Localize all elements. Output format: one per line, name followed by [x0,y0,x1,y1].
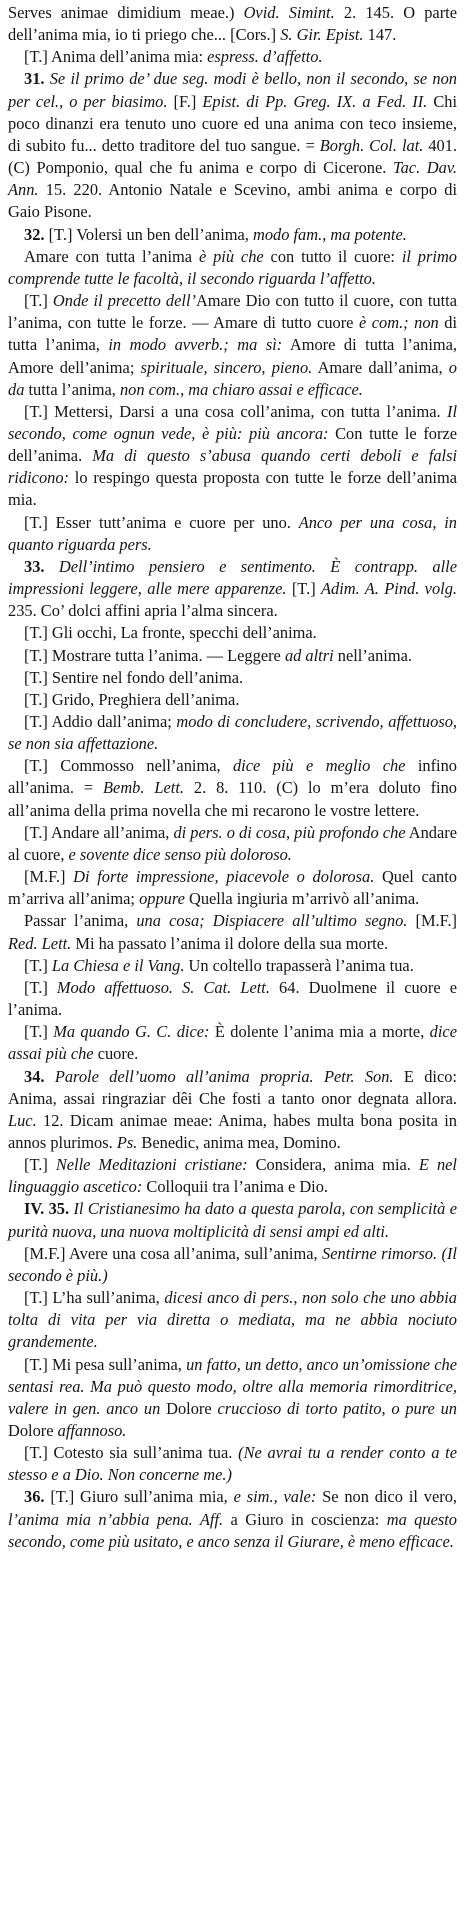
sense-number: IV. 35. [24,1199,70,1219]
text-run: [T.] [24,1155,56,1175]
text-run: [T.] Volersi un ben dell’anima, [44,224,253,244]
italic-text: S. Gir. Epist. [280,25,364,45]
italic-text: in modo avverb.; ma sì: [108,335,283,355]
text-run: [T.] Grido, Preghiera dell’anima. [24,689,240,709]
text-run: Con tutte le forze dell’anima. [8,423,457,466]
text-run: Passar l’anima, [24,911,137,931]
text-run: Quel canto m’arriva all’anima; [8,867,457,909]
text-run: 401. (C) Pomponio, qual che fu anima e corpo di Cicerone. [8,135,458,178]
italic-text: Adim. A. Pind. volg. [321,579,457,599]
text-run: Serves animae dimidium meae.) [8,3,244,22]
entry-paragraph [8,1354,457,1443]
italic-text: modo di concludere, scrivendo, affettuoso, se non sia affettazione. [8,712,457,754]
italic-text: ad altri [284,645,334,665]
entry-paragraph [8,46,457,68]
italic-text: Ps. [116,1132,138,1152]
text-run: Dolore [8,1421,58,1440]
text-run: [T.] Mi pesa sull’anima, [24,1354,187,1374]
italic-text: il primo comprende tutte le facoltà, il secondo riguarda l’affetto. [8,246,457,288]
text-run: a Giuro in coscienza: [223,1509,387,1529]
text-run: con tutto il cuore: [263,246,402,266]
italic-text: Parole dell’uomo all’anima propria. Petr. Son. [44,1066,394,1086]
text-run: Dolore [160,1398,218,1418]
italic-text: Nelle Meditazioni cristiane: [55,1155,248,1175]
italic-text: Se il primo de’ due seg. modi è bello, non il secondo, se non per cel., o per biasimo. [8,69,457,111]
italic-text: l’anima mia n’abbia pena. Aff. [8,1509,224,1529]
text-run: 147. [363,25,397,45]
text-run: cuore. [93,1044,139,1064]
italic-text: Epist. di Pp. Greg. IX. a Fed. II. [202,91,428,111]
text-run: [M.F.] [24,867,74,887]
entry-paragraph [8,866,457,910]
italic-text: di pers. o di cosa, più profondo che [173,822,406,842]
italic-text: Anco per una cosa, in quanto riguarda pers. [8,512,457,554]
italic-text: E nel linguaggio ascetico: [8,1155,457,1197]
sense-number: 31. [24,69,45,89]
italic-text: affannoso. [57,1421,127,1440]
italic-text: e sovente dice senso più doloroso. [68,844,292,864]
italic-text: spirituale, sincero, pieno. [140,357,313,377]
entry-paragraph [8,622,457,644]
entry-paragraph [8,1198,457,1242]
text-run: [T.] Sentire nel fondo dell’anima. [24,667,244,687]
italic-text: dice più e meglio che [232,756,406,776]
italic-text: Ma di questo s’abusa quando certi deboli e falsi ridicono: [8,446,457,488]
italic-text: o da [8,357,457,399]
text-run: [F.] [167,91,203,111]
text-run: Quella ingiuria m’arrivò all’anima. [184,889,420,909]
text-run: Chi poco dinanzi era tenuto uno cuore ed una anima con teco insieme, di subito fu... detto traditore del tuo sangue. = [8,91,458,155]
text-run: infino all’anima. = [8,756,458,798]
entry-paragraph [8,955,457,977]
entry-paragraph [8,1066,457,1155]
text-run: [T.] [24,291,53,311]
italic-text: Modo affettuoso. S. Cat. Lett. [56,977,270,997]
italic-text: Dell’intimo pensiero e sentimento. È contrapp. alle impressioni leggere, alle mere apparenze. [8,556,457,599]
text-run: Considera, anima mia. [247,1155,419,1175]
italic-text: Bemb. Lett. [103,778,184,798]
entry-paragraph [8,645,457,667]
italic-text: Sentirne rimorso. (Il secondo è più.) [8,1243,457,1285]
italic-text: modo fam., ma potente. [252,224,407,244]
text-run: nell’anima. [333,645,412,665]
text-run: 12. Dicam animae meae: Anima, habes multa bona posita in annos plurimos. [8,1110,457,1152]
italic-text: Onde il precetto dell’ [52,291,196,311]
text-run: Se non dico il vero, [316,1487,457,1507]
italic-text: Red. Lett. [8,933,72,953]
italic-text: cruccioso di torto patito, o pure un [217,1398,457,1418]
text-run: [T.] Gli occhi, La fronte, specchi dell’anima. [24,623,317,643]
entry-paragraph [8,1442,457,1486]
text-run: E dico: Anima, assai ringraziar dêi Che fosti a tanto onor degnata allora. [8,1066,457,1108]
entry-paragraph [8,711,457,755]
entry-paragraph [8,246,457,290]
italic-text: Tac. Dav. Ann. [8,158,457,200]
entry-paragraph [8,1486,457,1552]
text-run: Amare con tutta l’anima [24,246,199,266]
entry-paragraph [8,977,457,1021]
italic-text: Ma quando G. C. dice: [53,1022,210,1042]
text-run: [T.] [24,1022,54,1042]
italic-text: non com., ma chiaro assai e efficace. [119,379,363,399]
text-run: [T.] Mostrare tutta l’anima. — Leggere [24,645,285,665]
italic-text: La Chiesa e il Vang. [51,955,185,975]
text-run: [T.] Esser tutt’anima e cuore per uno. [24,512,299,532]
italic-text: un fatto, un detto, anco un’omissione che sentasi rea. Ma può questo modo, oltre alla memoria rimorditrice, valere in gen. anco un [8,1354,457,1418]
text-run: [T.] L’ha sull’anima, [24,1288,165,1308]
entry-paragraph [8,689,457,711]
text-run: Andare al cuore, [8,822,458,864]
text-run: [M.F.] Avere una cosa all’anima, sull’anima, [24,1243,323,1263]
italic-text: Ovid. Simint. [243,3,335,22]
italic-text: ma questo secondo, come più usitato, e anco senza il Giurare, è meno efficace. [8,1509,457,1551]
entry-paragraph [8,910,457,954]
text-run: Amare Dio con tutto il cuore, con tutta l’anima, con tutte le forze. — Amare di tutto cuore [8,291,457,333]
text-run: Benedic, anima mea, Domino. [137,1132,341,1152]
text-run: [T.] [286,579,322,599]
text-run: 15. 220. Antonio Natale e Scevino, ambi anima e corpo di Gaio Pisone. [8,180,457,222]
italic-text: Il secondo, come ognun vede, è più: più ancora: [8,401,457,443]
text-run: Amare dall’anima, [312,357,449,377]
text-run: [T.] Mettersi, Darsi a una cosa coll’anima, con tutta l’anima. [24,401,447,421]
text-run: Amore di tutta l’anima, Amore dell’anima; [8,335,457,377]
text-run: tutta l’anima, [24,379,120,399]
entry-paragraph [8,1243,457,1287]
sense-number: 33. [24,556,45,576]
italic-text: una cosa; Dispiacere all’ultimo segno. [136,911,408,931]
text-run: [T.] [24,977,57,997]
entry-paragraph [8,2,457,46]
text-run: [T.] [24,955,52,975]
entry-paragraph [8,1154,457,1198]
italic-text: espress. d’affetto. [207,47,323,67]
text-run: 2. 145. O parte dell’anima mia, io ti priego che... [Cors.] [8,3,457,45]
entry-paragraph [8,667,457,689]
italic-text: dice assai più che [8,1022,457,1064]
entry-paragraph [8,1021,457,1065]
italic-text: (Ne avrai tu a render conto a te stesso e a Dio. Non concerne me.) [8,1443,458,1485]
entry-paragraph [8,290,457,401]
italic-text: dicesi anco di pers., non solo che uno abbia tolta di vita per via diretta o mediata, ma ne abbia nociuto grandemente. [8,1288,457,1352]
italic-text: è più che [198,246,264,266]
entry-paragraph [8,401,457,512]
italic-text: Borgh. Col. lat. [319,135,424,155]
entry-paragraph [8,1287,457,1353]
text-run: 64. Duolmene il cuore e l’anima. [8,977,457,1020]
italic-text: e sim., vale: [233,1487,317,1507]
italic-text: Il Cristianesimo ha dato a questa parola, con semplicità e purità nuova, una nuova moltiplicità di sensi ampi ed alti. [8,1199,457,1241]
sense-number: 32. [24,224,45,244]
italic-text: Luc. [8,1110,37,1130]
entry-paragraph [8,556,457,622]
italic-text: Di forte impressione, piacevole o dolorosa. [73,867,375,887]
text-run: di tutta l’anima, [8,313,457,355]
italic-text: è com.; non [358,313,439,333]
text-run: [T.] Anima dell’anima mia: [24,47,208,67]
entry-paragraph [8,755,457,821]
sense-number: 34. [24,1066,45,1086]
text-run: È dolente l’anima mia a morte, [209,1022,430,1042]
sense-number: 36. [24,1487,45,1507]
italic-text: oppure [139,889,185,909]
text-run: [T.] Addio dall’anima; [24,712,177,731]
text-run: 2. 8. 110. (C) lo m’era doluto fino all’anima della prima novella che mi recarono le vostre lettere. [8,778,457,820]
entry-paragraph [8,224,457,246]
text-run: lo respingo questa proposta con tutte le forze dell’anima mia. [8,468,457,510]
text-run: [T.] Andare all’anima, [24,822,174,842]
text-run: [M.F.] [407,911,458,931]
text-run: Mi ha passato l’anima il dolore della sua morte. [71,933,389,953]
entry-paragraph [8,822,457,866]
text-run: [T.] Giuro sull’anima mia, [44,1487,234,1507]
text-run: [T.] Commosso nell’anima, [24,756,233,776]
entry-paragraph [8,512,457,556]
text-run: Colloquii tra l’anima e Dio. [142,1177,329,1197]
text-run: 235. Co’ dolci affini apria l’alma sincera. [8,601,278,621]
text-run: Un coltello trapasserà l’anima tua. [184,955,414,975]
text-run: [T.] Cotesto sia sull’anima tua. [24,1443,239,1463]
entry-paragraph [8,68,457,223]
